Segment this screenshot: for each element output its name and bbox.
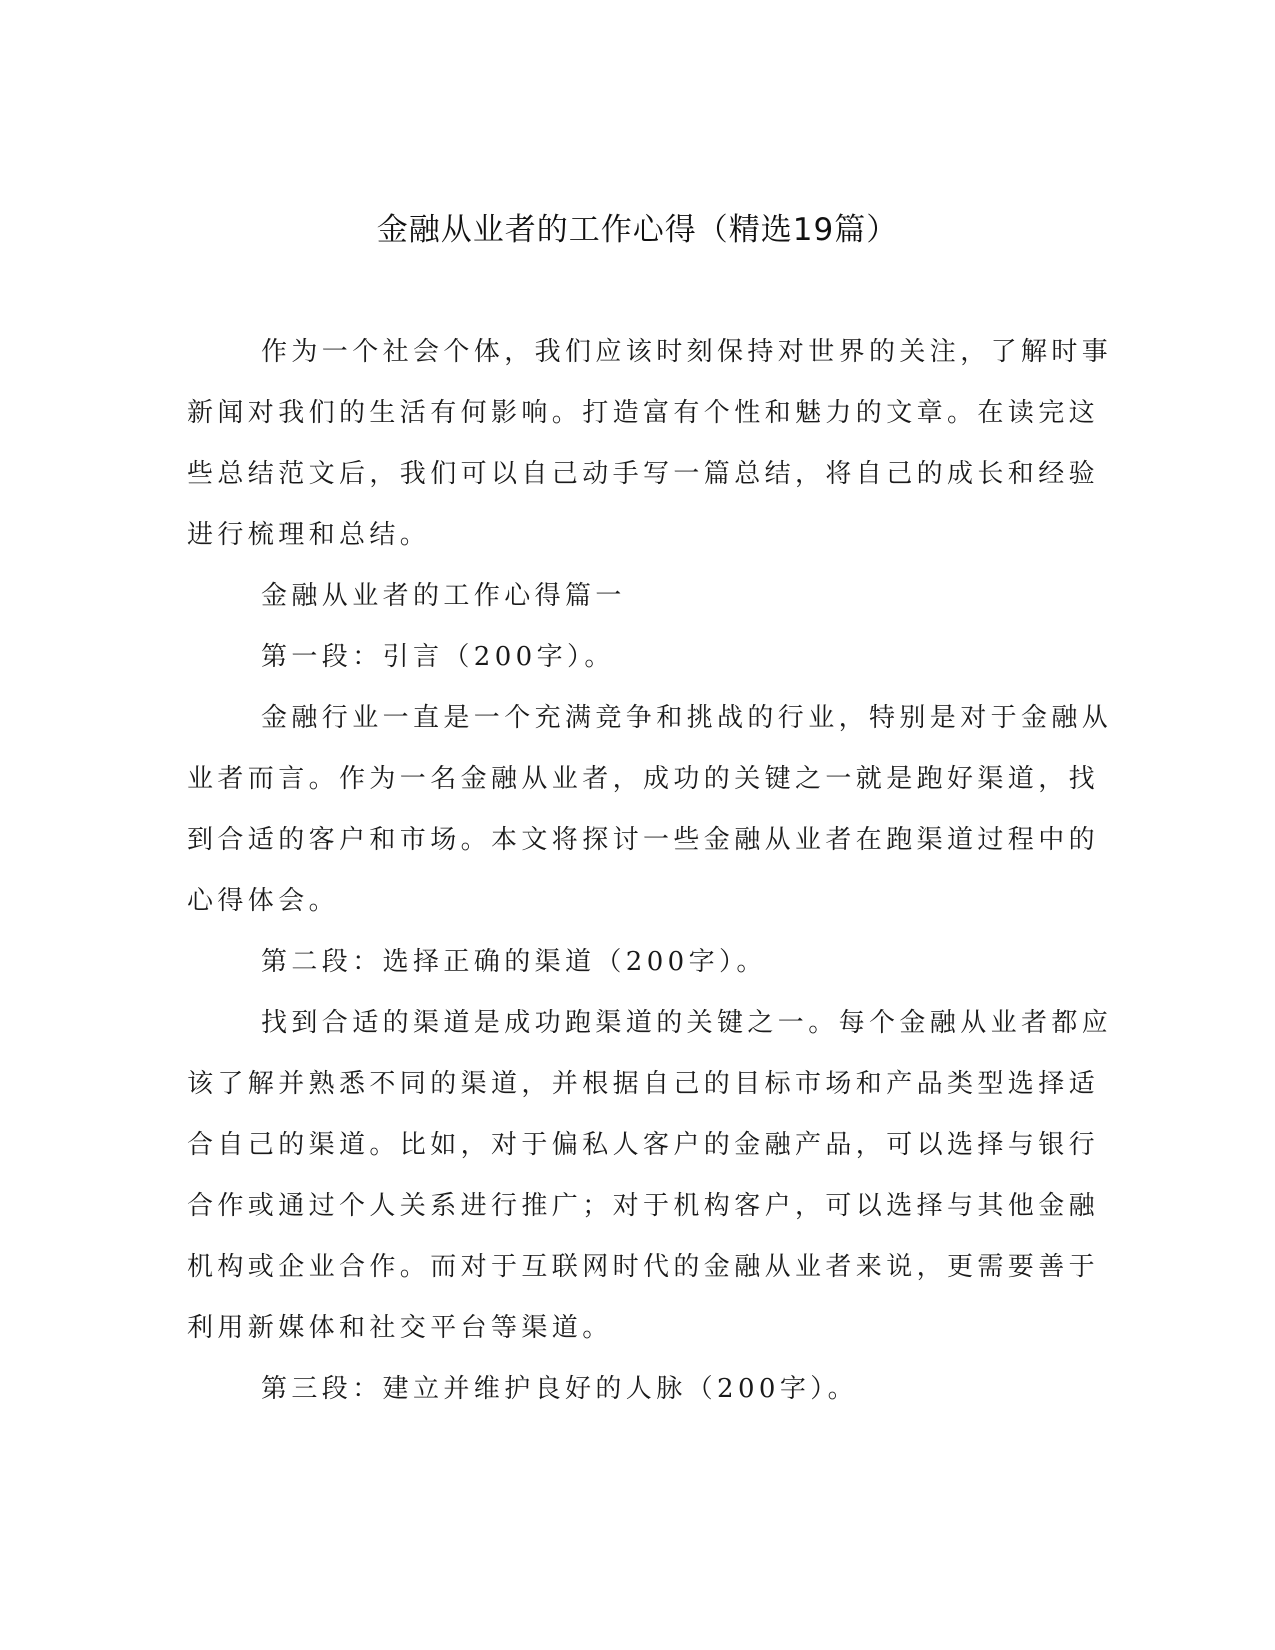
text-line: 第三段：建立并维护良好的人脉（200字）。: [261, 1374, 859, 1404]
text-line: 合自己的渠道。比如，对于偏私人客户的金融产品，可以选择与银行: [187, 1130, 1100, 1160]
text-line: 利用新媒体和社交平台等渠道。: [187, 1313, 613, 1343]
text-line: 到合适的客户和市场。本文将探讨一些金融从业者在跑渠道过程中的: [187, 825, 1100, 855]
text-line: 机构或企业合作。而对于互联网时代的金融从业者来说，更需要善于: [187, 1252, 1100, 1282]
text-line: 些总结范文后，我们可以自己动手写一篇总结，将自己的成长和经验: [187, 459, 1100, 489]
text-line: 金融行业一直是一个充满竞争和挑战的行业，特别是对于金融从: [261, 703, 1113, 733]
text-line: 进行梳理和总结。: [187, 520, 431, 550]
text-line: 该了解并熟悉不同的渠道，并根据自己的目标市场和产品类型选择适: [187, 1069, 1100, 1099]
text-line: 第一段：引言（200字）。: [261, 642, 615, 672]
text-line: 找到合适的渠道是成功跑渠道的关键之一。每个金融从业者都应: [261, 1008, 1113, 1038]
document-title: 金融从业者的工作心得（精选19篇）: [376, 212, 899, 248]
text-line: 合作或通过个人关系进行推广；对于机构客户，可以选择与其他金融: [187, 1191, 1100, 1221]
text-line: 作为一个社会个体，我们应该时刻保持对世界的关注，了解时事: [261, 337, 1113, 367]
text-line: 金融从业者的工作心得篇一: [261, 581, 626, 611]
text-line: 新闻对我们的生活有何影响。打造富有个性和魅力的文章。在读完这: [187, 398, 1100, 428]
text-line: 心得体会。: [187, 886, 340, 916]
text-line: 第二段：选择正确的渠道（200字）。: [261, 947, 767, 977]
document-body: [187, 322, 1113, 1420]
text-line: 业者而言。作为一名金融从业者，成功的关键之一就是跑好渠道，找: [187, 764, 1100, 794]
